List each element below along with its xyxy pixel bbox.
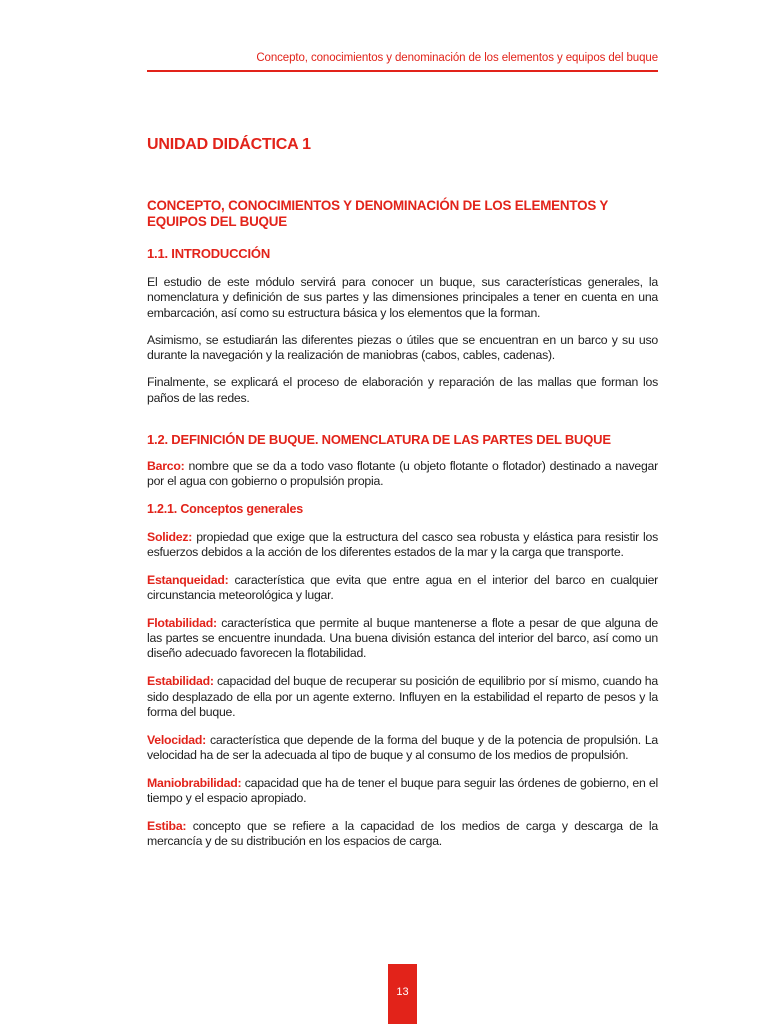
header-rule xyxy=(147,70,658,72)
unit-title: UNIDAD DIDÁCTICA 1 xyxy=(147,136,311,153)
subsection-title-conceptos: 1.2.1. Conceptos generales xyxy=(147,501,303,516)
intro-paragraph: El estudio de este módulo servirá para conocer un buque, sus características generales, la nomenclatura y definición de sus partes y las dimensiones principales a tener en cuenta en una embarcación, así como su estructura básica y los elementos que la forman. xyxy=(147,275,658,320)
definition-text: capacidad que ha de tener el buque para seguir las órdenes de gobierno, en el tiempo y el espacio apropiado. xyxy=(147,775,658,806)
definition-term: Velocidad: xyxy=(147,732,207,747)
intro-paragraph: Asimismo, se estudiarán las diferentes piezas o útiles que se encuentran en un barco y su uso durante la navegación y la realización de maniobras (cabos, cables, cadenas). xyxy=(147,332,658,363)
definition-estiba xyxy=(147,819,658,850)
definition-estabilidad xyxy=(147,674,658,720)
definition-text: característica que depende de la forma del buque y de la potencia de propulsión. La velocidad ha de ser la adecuada al tipo de buque y al consumo de los medios de propulsión. xyxy=(147,732,658,762)
section-title-definicion: 1.2. DEFINICIÓN DE BUQUE. NOMENCLATURA DE LAS PARTES DEL BUQUE xyxy=(147,432,611,448)
definition-text: propiedad que exige que la estructura del casco sea robusta y elástica para resistir los esfuerzos debidos a la acción de los diferentes estados de la mar y la carga que transporte. xyxy=(147,529,658,559)
definition-text: nombre que se da a todo vaso flotante (u objeto flotante o flotador) destinado a navegar por el agua con gobierno o propulsión propia. xyxy=(147,459,658,489)
section-title-introduccion: 1.1. INTRODUCCIÓN xyxy=(147,246,271,261)
definition-barco xyxy=(147,459,658,490)
page-number: 13 xyxy=(396,986,409,998)
definition-velocidad xyxy=(147,733,658,764)
definition-term: Estabilidad: xyxy=(147,674,214,689)
definition-term: Estiba: xyxy=(147,818,187,833)
definition-text: capacidad del buque de recuperar su posición de equilibrio por sí mismo, cuando ha sido desplazado de ella por un agente externo. Influyen en la estabilidad el reparto de pesos y la forma del buque. xyxy=(147,674,658,719)
definition-text: característica que permite al buque mantenerse a flote a pesar de que alguna de las partes se encuentre inundada. Una buena división estanca del interior del barco, así como un diseño adecuado favorecen la flotabilidad. xyxy=(147,615,658,661)
definition-text: característica que evita que entre agua en el interior del barco en cualquier circunstancia meteorológica y lugar. xyxy=(147,572,658,603)
chapter-title xyxy=(147,198,658,230)
definition-term: Estanqueidad: xyxy=(147,572,229,587)
chapter-title-line2: EQUIPOS DEL BUQUE xyxy=(147,214,287,229)
definition-estanqueidad xyxy=(147,573,658,604)
intro-paragraph: Finalmente, se explicará el proceso de elaboración y reparación de las mallas que forman los paños de las redes. xyxy=(147,375,658,405)
page-content xyxy=(147,136,658,862)
running-header: Concepto, conocimientos y denominación de los elementos y equipos del buque xyxy=(256,52,658,64)
definition-term: Solidez: xyxy=(147,529,193,544)
definition-text: concepto que se refiere a la capacidad de los medios de carga y descarga de la mercancía y de su distribución en los espacios de carga. xyxy=(147,818,658,849)
definition-term: Barco: xyxy=(147,459,185,474)
definition-term: Flotabilidad: xyxy=(147,615,217,630)
definition-solidez xyxy=(147,530,658,561)
chapter-title-line1: CONCEPTO, CONOCIMIENTOS Y DENOMINACIÓN DE LOS ELEMENTOS Y xyxy=(147,198,609,213)
page-number-tab xyxy=(388,964,417,1024)
definition-term: Maniobrabilidad: xyxy=(147,775,242,790)
definition-maniobrabilidad xyxy=(147,776,658,807)
definition-flotabilidad xyxy=(147,616,658,662)
